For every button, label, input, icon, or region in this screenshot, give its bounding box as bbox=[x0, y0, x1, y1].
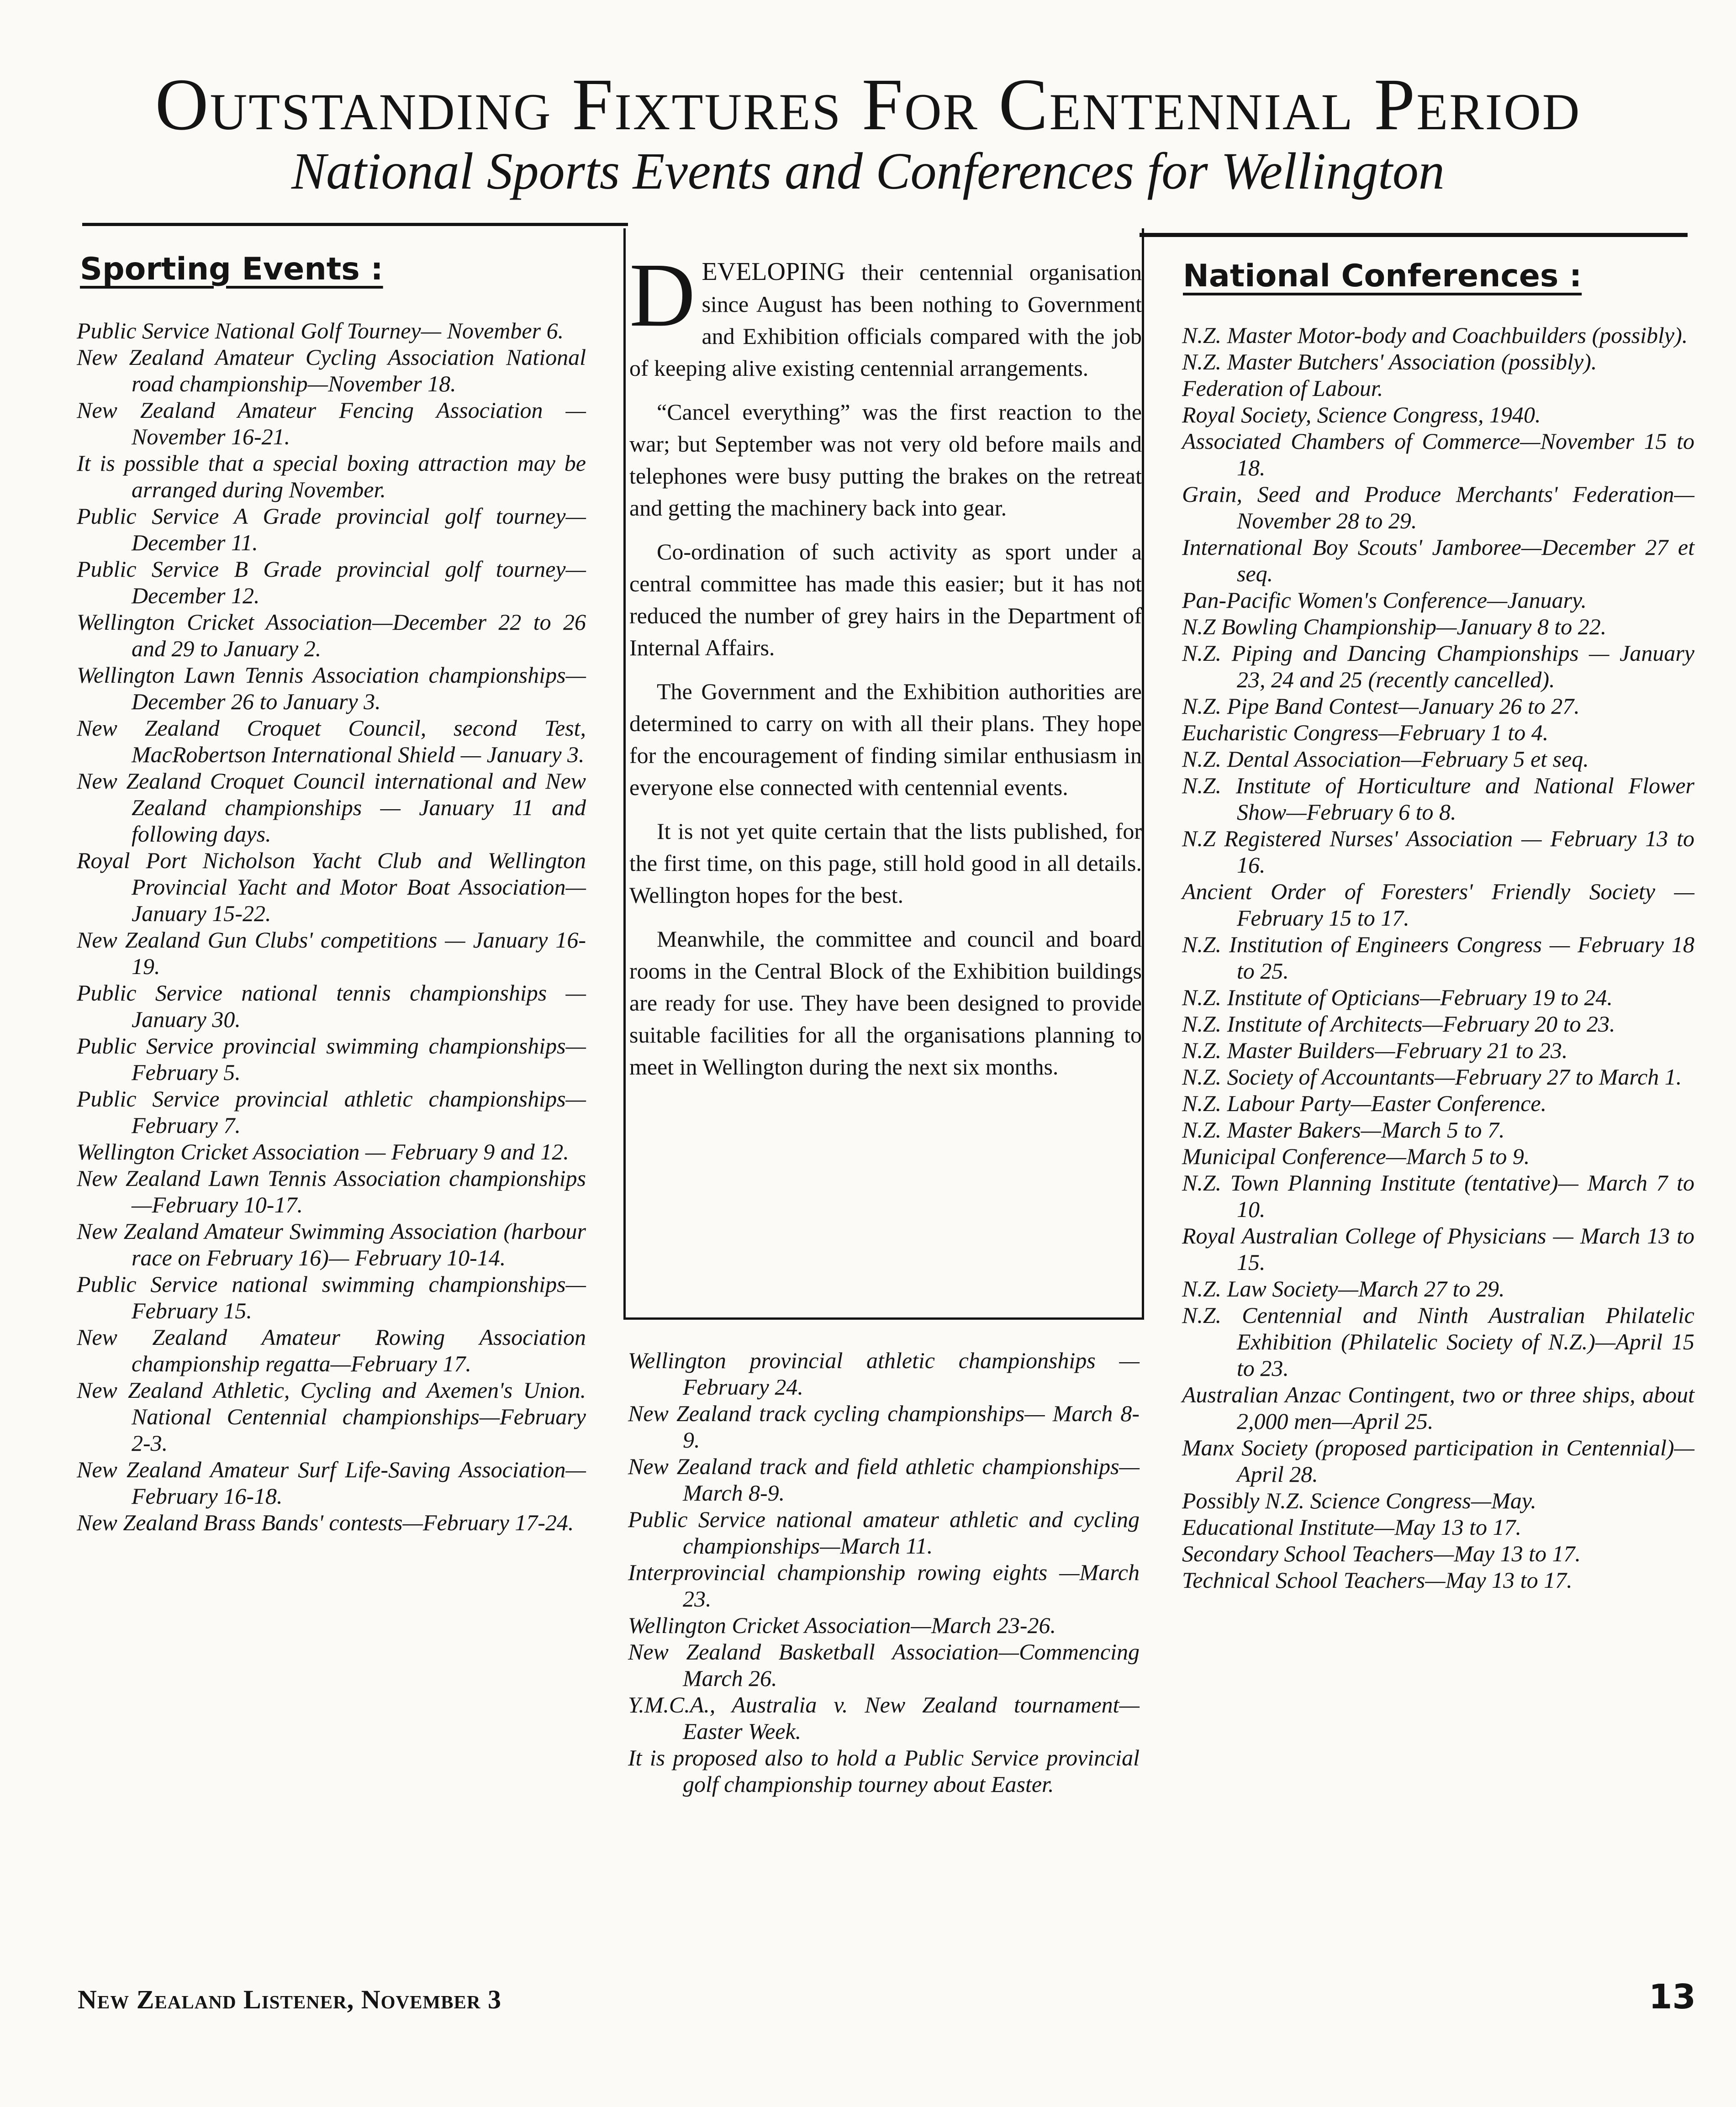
sporting-event-item: It is proposed also to hold a Public Service provincial golf championship tourney about Easter. bbox=[628, 1745, 1140, 1797]
conference-item: N.Z. Pipe Band Contest—January 26 to 27. bbox=[1182, 693, 1580, 719]
sporting-events-heading: Sporting Events : bbox=[80, 251, 383, 287]
sporting-event-item: Public Service provincial athletic championships—February 7. bbox=[77, 1086, 586, 1138]
conference-item: Grain, Seed and Produce Merchants' Federation—November 28 to 29. bbox=[1182, 481, 1694, 533]
sporting-event-item: New Zealand Athletic, Cycling and Axemen's Union. National Centennial championships—February 2-3. bbox=[77, 1377, 586, 1456]
conference-item: Australian Anzac Contingent, two or three ships, about 2,000 men—April 25. bbox=[1182, 1382, 1694, 1434]
conference-item: N.Z. Master Builders—February 21 to 23. bbox=[1182, 1038, 1568, 1063]
sporting-events-continued-list bbox=[628, 1347, 1140, 1797]
conference-item: Ancient Order of Foresters' Friendly Society —February 15 to 17. bbox=[1182, 879, 1694, 931]
conference-item: Pan-Pacific Women's Conference—January. bbox=[1182, 587, 1587, 613]
conference-item: N.Z. Master Butchers' Association (possibly). bbox=[1182, 349, 1597, 374]
conference-item: N.Z. Labour Party—Easter Conference. bbox=[1182, 1090, 1547, 1116]
conference-item: Eucharistic Congress—February 1 to 4. bbox=[1182, 720, 1549, 745]
sporting-events-list bbox=[77, 317, 586, 1536]
conference-item: Secondary School Teachers—May 13 to 17. bbox=[1182, 1541, 1581, 1566]
conference-item: N.Z. Centennial and Ninth Australian Philatelic Exhibition (Philatelic Society of N.Z.)—April 15 to 23. bbox=[1182, 1302, 1694, 1381]
conference-item: N.Z. Master Bakers—March 5 to 7. bbox=[1182, 1117, 1505, 1143]
sporting-event-item: It is possible that a special boxing attraction may be arranged during November. bbox=[77, 450, 586, 502]
conference-item: Associated Chambers of Commerce—November 15 to 18. bbox=[1182, 428, 1694, 480]
conference-item: N.Z. Dental Association—February 5 et seq. bbox=[1182, 746, 1589, 772]
conference-item: N.Z Registered Nurses' Association — February 13 to 16. bbox=[1182, 826, 1694, 878]
sporting-event-item: Public Service A Grade provincial golf tourney—December 11. bbox=[77, 503, 586, 555]
sporting-event-item: New Zealand track cycling championships— March 8-9. bbox=[628, 1401, 1140, 1453]
sporting-event-item: Public Service national swimming championships—February 15. bbox=[77, 1271, 586, 1323]
conference-item: Educational Institute—May 13 to 17. bbox=[1182, 1514, 1521, 1540]
sporting-event-item: Interprovincial championship rowing eights —March 23. bbox=[628, 1559, 1140, 1612]
intro-paragraph bbox=[629, 245, 1142, 384]
sporting-event-item: Wellington Cricket Association — February 9 and 12. bbox=[77, 1139, 569, 1164]
intro-first-text: their centennial organisation since August has been nothing to Government and Exhibition officials compared with the job of keeping alive existing centennial arrangements. bbox=[629, 259, 1142, 381]
sporting-event-item: Wellington provincial athletic championships —February 24. bbox=[628, 1348, 1140, 1400]
conference-item: N.Z. Institute of Opticians—February 19 to 24. bbox=[1182, 985, 1613, 1010]
conference-item: N.Z. Society of Accountants—February 27 to March 1. bbox=[1182, 1064, 1682, 1090]
publication-footer: New Zealand Listener, November 3 bbox=[78, 1985, 501, 2014]
page-number: 13 bbox=[1649, 1977, 1696, 2017]
intro-paragraph: Co-ordination of such activity as sport under a central committee has made this easier; but it has not reduced the number of grey hairs in the Department of Internal Affairs. bbox=[629, 539, 1142, 660]
sporting-event-item: New Zealand Amateur Surf Life-Saving Association—February 16-18. bbox=[77, 1457, 586, 1509]
conference-item: N.Z. Institute of Architects—February 20 to 23. bbox=[1182, 1011, 1615, 1037]
conference-item: Federation of Labour. bbox=[1182, 375, 1383, 401]
sporting-event-item: New Zealand Amateur Swimming Association (harbour race on February 16)— February 10-14. bbox=[77, 1218, 586, 1270]
intro-article bbox=[629, 245, 1142, 1095]
sporting-event-item: New Zealand Amateur Fencing Association —November 16-21. bbox=[77, 397, 586, 449]
sporting-event-item: New Zealand Lawn Tennis Association championships—February 10-17. bbox=[77, 1165, 586, 1217]
sporting-event-item: New Zealand Basketball Association—Commencing March 26. bbox=[628, 1639, 1140, 1691]
sporting-event-item: Public Service national tennis championships —January 30. bbox=[77, 980, 586, 1032]
national-conferences-list bbox=[1182, 322, 1694, 1593]
sporting-event-item: New Zealand Brass Bands' contests—February 17-24. bbox=[77, 1510, 574, 1535]
sporting-event-item: Public Service national amateur athletic and cycling championships—March 11. bbox=[628, 1507, 1140, 1559]
conference-item: N.Z Bowling Championship—January 8 to 22. bbox=[1182, 614, 1607, 639]
conference-item: N.Z. Institute of Horticulture and National Flower Show—February 6 to 8. bbox=[1182, 773, 1694, 825]
sporting-event-item: Public Service National Golf Tourney— November 6. bbox=[77, 318, 564, 343]
conference-item: Royal Australian College of Physicians — March 13 to 15. bbox=[1182, 1223, 1694, 1275]
sporting-event-item: Public Service B Grade provincial golf tourney—December 12. bbox=[77, 556, 586, 608]
sporting-event-item: New Zealand track and field athletic championships—March 8-9. bbox=[628, 1454, 1140, 1506]
sporting-event-item: New Zealand Croquet Council, second Test, MacRobertson International Shield — January 3. bbox=[77, 715, 586, 767]
sporting-event-item: New Zealand Croquet Council international and New Zealand championships — January 11 and following days. bbox=[77, 768, 586, 847]
conference-item: Technical School Teachers—May 13 to 17. bbox=[1182, 1567, 1572, 1593]
sporting-event-item: New Zealand Gun Clubs' competitions — January 16-19. bbox=[77, 927, 586, 979]
conference-item: Municipal Conference—March 5 to 9. bbox=[1182, 1143, 1530, 1169]
intro-paragraph: Meanwhile, the committee and council and board rooms in the Central Block of the Exhibition buildings are ready for use. They have been designed to provide suitable facilities for all the organisations planning to meet in Wellington during the next six months. bbox=[629, 926, 1142, 1080]
conference-item: N.Z. Master Motor-body and Coachbuilders (possibly). bbox=[1182, 322, 1688, 348]
sporting-event-item: Royal Port Nicholson Yacht Club and Wellington Provincial Yacht and Motor Boat Association—January 15-22. bbox=[77, 848, 586, 926]
conference-item: N.Z. Piping and Dancing Championships — January 23, 24 and 25 (recently cancelled). bbox=[1182, 640, 1694, 692]
sporting-event-item: Wellington Cricket Association—December 22 to 26 and 29 to January 2. bbox=[77, 609, 586, 661]
sporting-event-item: New Zealand Amateur Rowing Association championship regatta—February 17. bbox=[77, 1324, 586, 1376]
national-conferences-heading: National Conferences : bbox=[1183, 258, 1582, 294]
intro-paragraph: The Government and the Exhibition authorities are determined to carry on with all their plans. They hope for the encouragement of finding similar enthusiasm in everyone else connected with centennial events. bbox=[629, 679, 1142, 800]
conference-item: N.Z. Law Society—March 27 to 29. bbox=[1182, 1276, 1505, 1301]
header-rule-left bbox=[82, 223, 628, 226]
conference-item: International Boy Scouts' Jamboree—December 27 et seq. bbox=[1182, 534, 1694, 586]
conference-item: Manx Society (proposed participation in Centennial)—April 28. bbox=[1182, 1435, 1694, 1487]
sporting-event-item: Public Service provincial swimming championships—February 5. bbox=[77, 1033, 586, 1085]
page-title: Outstanding Fixtures For Centennial Period bbox=[155, 64, 1581, 146]
page-subtitle: National Sports Events and Conferences for Wellington bbox=[291, 142, 1445, 200]
sporting-event-item: Y.M.C.A., Australia v. New Zealand tournament—Easter Week. bbox=[628, 1692, 1140, 1744]
drop-cap: D bbox=[629, 245, 696, 346]
lead-word: EVELOPING bbox=[702, 258, 845, 286]
conference-item: N.Z. Institution of Engineers Congress — February 18 to 25. bbox=[1182, 932, 1694, 984]
conference-item: Possibly N.Z. Science Congress—May. bbox=[1182, 1488, 1536, 1513]
sporting-event-item: Wellington Cricket Association—March 23-26. bbox=[628, 1612, 1056, 1638]
sporting-event-item: New Zealand Amateur Cycling Association National road championship—November 18. bbox=[77, 344, 586, 396]
conference-item: N.Z. Town Planning Institute (tentative)— March 7 to 10. bbox=[1182, 1170, 1694, 1222]
conference-item: Royal Society, Science Congress, 1940. bbox=[1182, 402, 1541, 427]
intro-paragraph: “Cancel everything” was the first reaction to the war; but September was not very old before mails and telephones were busy putting the brakes on the retreat and getting the machinery back into gear. bbox=[629, 399, 1142, 521]
header-rule-right bbox=[1140, 233, 1688, 237]
intro-paragraph: It is not yet quite certain that the lists published, for the first time, on this page, still hold good in all details. Wellington hopes for the best. bbox=[629, 818, 1142, 908]
sporting-event-item: Wellington Lawn Tennis Association championships—December 26 to January 3. bbox=[77, 662, 586, 714]
